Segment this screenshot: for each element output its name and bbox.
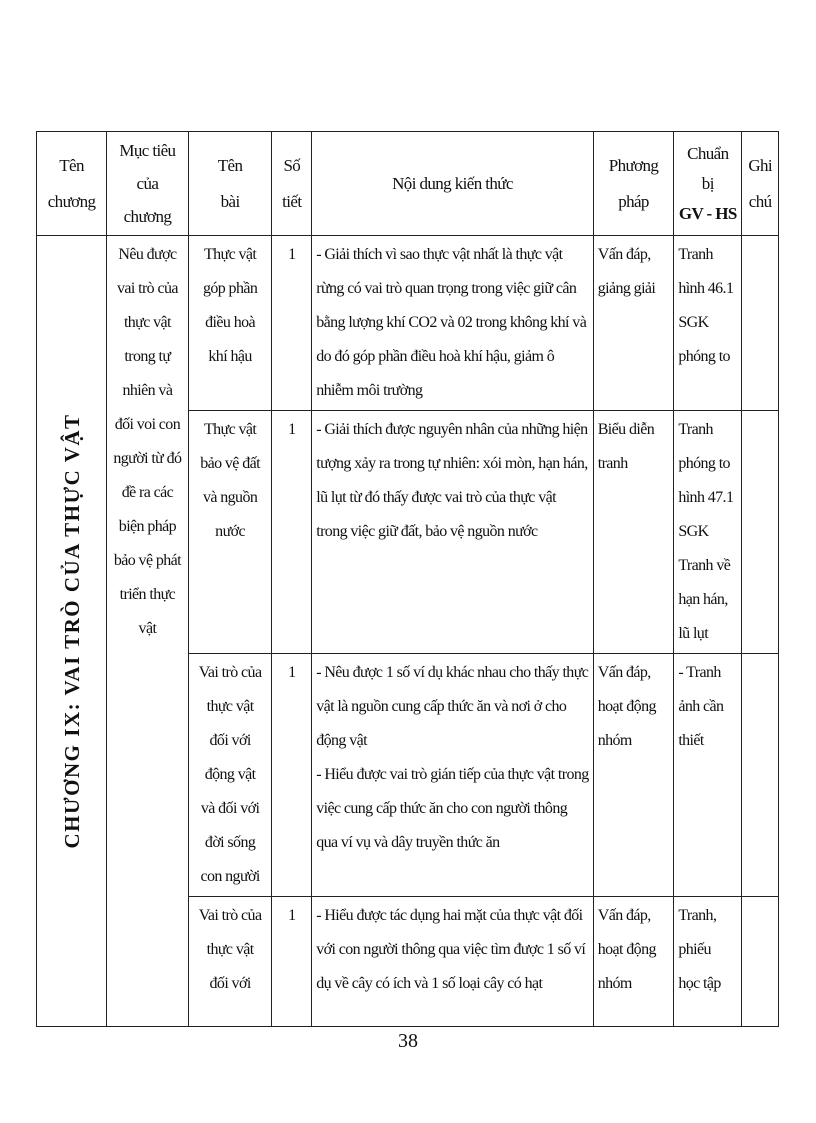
header-chuan-bi-label: Chuẩn bị <box>687 143 729 193</box>
noi-dung-cell: - Hiểu được tác dụng hai mặt của thực vật đối với con người thông qua việc tìm được 1 số ví dụ về cây có ích và 1 số loại cây có hạt <box>312 897 594 1027</box>
ten-bai-cell: Thực vật góp phần điều hoà khí hậu <box>188 236 272 411</box>
chuan-bi-cell: Tranh, phiếu học tập <box>674 897 742 1027</box>
so-tiet-cell: 1 <box>272 654 312 897</box>
muc-tieu-cell: Nêu được vai trò của thực vật trong tự nhiên và đối voi con người từ đó đề ra các biện pháp bảo vệ phát triển thực vật <box>107 236 189 1027</box>
lesson-plan-table <box>36 131 779 1027</box>
ghi-chu-cell <box>742 411 779 654</box>
noi-dung-cell: - Giải thích được nguyên nhân của những hiện tượng xảy ra trong tự nhiên: xói mòn, hạn hán, lũ lụt từ đó thấy được vai trò của thực vật trong việc giữ đất, bảo vệ nguồn nước <box>312 411 594 654</box>
phuong-phap-cell: Vấn đáp, hoạt động nhóm <box>593 654 674 897</box>
header-noi-dung: Nội dung kiến thức <box>312 132 594 236</box>
chuan-bi-cell: Tranh hình 46.1 SGK phóng to <box>674 236 742 411</box>
header-chuan-bi-gvhs: GV - HS <box>678 203 737 223</box>
page-number: 38 <box>398 1030 418 1052</box>
chapter-title-cell <box>37 236 107 1027</box>
chuan-bi-cell: Tranh phóng to hình 47.1 SGK Tranh về hạn hán, lũ lụt <box>674 411 742 654</box>
ghi-chu-cell <box>742 654 779 897</box>
noi-dung-cell: - Giải thích vì sao thực vật nhất là thực vật rừng có vai trò quan trọng trong việc giữ cân bằng lượng khí CO2 và 02 trong không khí và do đó góp phần điều hoà khí hậu, giảm ô nhiễm môi trường <box>312 236 594 411</box>
chapter-title: CHƯƠNG IX: VAI TRÒ CỦA THỰC VẬT <box>59 413 84 849</box>
ghi-chu-cell <box>742 236 779 411</box>
header-ten-bai: Tên bài <box>188 132 272 236</box>
phuong-phap-cell: Vấn đáp, hoạt động nhóm <box>593 897 674 1027</box>
ten-bai-cell: Vai trò của thực vật đối với động vật và đối với đời sống con người <box>188 654 272 897</box>
header-ghi-chu: Ghi chú <box>742 132 779 236</box>
noi-dung-cell: - Nêu được 1 số ví dụ khác nhau cho thấy thực vật là nguồn cung cấp thức ăn và nơi ở cho động vật - Hiểu được vai trò gián tiếp của thực vật trong việc cung cấp thức ăn cho con người thông qua ví vụ và dây truyền thức ăn <box>312 654 594 897</box>
header-so-tiet: Số tiết <box>272 132 312 236</box>
phuong-phap-cell: Biểu diễn tranh <box>593 411 674 654</box>
header-muc-tieu: Mục tiêu của chương <box>107 132 189 236</box>
table-row <box>37 236 779 411</box>
header-row <box>37 132 779 236</box>
ghi-chu-cell <box>742 897 779 1027</box>
ten-bai-cell: Thực vật bảo vệ đất và nguồn nước <box>188 411 272 654</box>
header-ten-chuong: Tên chương <box>37 132 107 236</box>
header-chuan-bi <box>674 132 742 236</box>
phuong-phap-cell: Vấn đáp, giảng giải <box>593 236 674 411</box>
so-tiet-cell: 1 <box>272 897 312 1027</box>
header-phuong-phap: Phương pháp <box>593 132 674 236</box>
ten-bai-cell: Vai trò của thực vật đối với <box>188 897 272 1027</box>
chuan-bi-cell: - Tranh ảnh cần thiết <box>674 654 742 897</box>
so-tiet-cell: 1 <box>272 411 312 654</box>
so-tiet-cell: 1 <box>272 236 312 411</box>
